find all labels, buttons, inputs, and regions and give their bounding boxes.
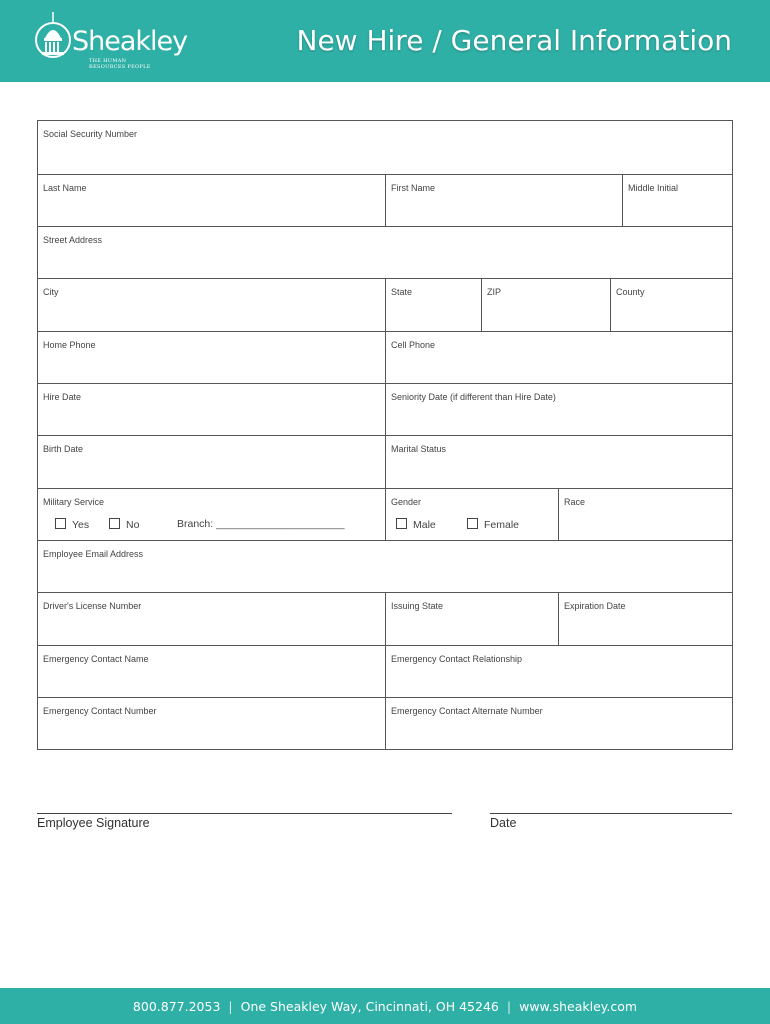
military-service-field <box>38 489 385 540</box>
emergency-contact-relationship-field[interactable] <box>385 646 734 697</box>
email-label: Employee Email Address <box>43 549 144 559</box>
seniority-date-label: Seniority Date (if different than Hire Date) <box>391 392 556 402</box>
footer-address: One Sheakley Way, Cincinnati, OH 45246 <box>240 999 499 1014</box>
form-row-email <box>38 540 732 592</box>
emergency-contact-number-field[interactable] <box>38 698 385 749</box>
employee-signature-line[interactable] <box>37 813 452 814</box>
form-row-hire <box>38 383 732 435</box>
middle-initial-field[interactable] <box>622 175 734 226</box>
gender-male-option[interactable] <box>396 518 436 531</box>
state-label: State <box>391 287 413 297</box>
male-checkbox[interactable] <box>396 518 407 529</box>
cell-phone-label: Cell Phone <box>391 340 436 350</box>
issuing-state-label: Issuing State <box>391 601 444 611</box>
yes-checkbox[interactable] <box>55 518 66 529</box>
form-row-phone <box>38 331 732 383</box>
signature-date-label: Date <box>490 816 517 830</box>
hire-date-label: Hire Date <box>43 392 82 402</box>
hire-date-field[interactable] <box>38 384 385 435</box>
gender-label: Gender <box>391 497 422 507</box>
form-row-emergency-number <box>38 697 732 749</box>
no-checkbox[interactable] <box>109 518 120 529</box>
emergency-contact-alt-number-label: Emergency Contact Alternate Number <box>391 706 543 716</box>
form-row-name <box>38 174 732 226</box>
race-label: Race <box>564 497 586 507</box>
military-yes-option[interactable] <box>55 518 89 531</box>
county-field[interactable] <box>610 279 734 331</box>
gender-female-option[interactable] <box>467 518 519 531</box>
form-row-military <box>38 488 732 540</box>
seniority-date-field[interactable] <box>385 384 734 435</box>
footer-phone: 800.877.2053 <box>132 999 221 1014</box>
gender-field <box>385 489 558 540</box>
city-field[interactable] <box>38 279 385 331</box>
header-banner <box>0 0 770 82</box>
state-field[interactable] <box>385 279 481 331</box>
form-row-birth <box>38 435 732 488</box>
emergency-contact-name-label: Emergency Contact Name <box>43 654 149 664</box>
street-address-label: Street Address <box>43 235 103 245</box>
no-label: No <box>126 519 140 531</box>
street-address-field[interactable] <box>38 227 734 278</box>
female-label: Female <box>484 519 520 531</box>
marital-status-label: Marital Status <box>391 444 447 454</box>
ssn-field[interactable] <box>38 121 734 174</box>
footer-bar <box>0 988 770 1024</box>
form-row-ssn <box>38 121 732 174</box>
emergency-contact-relationship-label: Emergency Contact Relationship <box>391 654 523 664</box>
city-label: City <box>43 287 59 297</box>
last-name-field[interactable] <box>38 175 385 226</box>
page-title: New Hire / General Information <box>296 24 732 57</box>
footer-website[interactable]: www.sheakley.com <box>519 999 638 1014</box>
form-row-emergency-name <box>38 645 732 697</box>
emergency-contact-alt-number-field[interactable] <box>385 698 734 749</box>
first-name-label: First Name <box>391 183 436 193</box>
yes-label: Yes <box>72 519 90 531</box>
form-row-license <box>38 592 732 645</box>
branch-field[interactable]: Branch: ______________________ <box>177 518 345 530</box>
cell-phone-field[interactable] <box>385 332 734 383</box>
drivers-license-label: Driver's License Number <box>43 601 142 611</box>
military-no-option[interactable] <box>109 518 139 531</box>
issuing-state-field[interactable] <box>385 593 558 645</box>
race-field[interactable] <box>558 489 734 540</box>
last-name-label: Last Name <box>43 183 87 193</box>
county-label: County <box>616 287 645 297</box>
expiration-date-label: Expiration Date <box>564 601 626 611</box>
home-phone-label: Home Phone <box>43 340 96 350</box>
home-phone-field[interactable] <box>38 332 385 383</box>
middle-initial-label: Middle Initial <box>628 183 679 193</box>
birth-date-field[interactable] <box>38 436 385 488</box>
brand-name: Sheakley <box>72 26 188 57</box>
zip-label: ZIP <box>487 287 502 297</box>
signature-date-line[interactable] <box>490 813 732 814</box>
drivers-license-field[interactable] <box>38 593 385 645</box>
marital-status-field[interactable] <box>385 436 734 488</box>
brand-tagline: THE HUMAN RESOURCES PEOPLE <box>89 58 151 70</box>
expiration-date-field[interactable] <box>558 593 734 645</box>
military-service-label: Military Service <box>43 497 105 507</box>
female-checkbox[interactable] <box>467 518 478 529</box>
capitol-dome-icon <box>32 10 74 62</box>
employee-signature-label: Employee Signature <box>37 816 150 830</box>
footer-separator: | <box>228 999 233 1014</box>
sheakley-logo <box>32 10 192 72</box>
birth-date-label: Birth Date <box>43 444 84 454</box>
footer-separator: | <box>506 999 512 1014</box>
emergency-contact-name-field[interactable] <box>38 646 385 697</box>
form-row-city <box>38 278 732 331</box>
male-label: Male <box>413 519 436 531</box>
form-row-street <box>38 226 732 278</box>
new-hire-form <box>37 120 733 750</box>
emergency-contact-number-label: Emergency Contact Number <box>43 706 157 716</box>
first-name-field[interactable] <box>385 175 622 226</box>
email-field[interactable] <box>38 541 734 592</box>
ssn-label: Social Security Number <box>43 129 138 139</box>
zip-field[interactable] <box>481 279 610 331</box>
